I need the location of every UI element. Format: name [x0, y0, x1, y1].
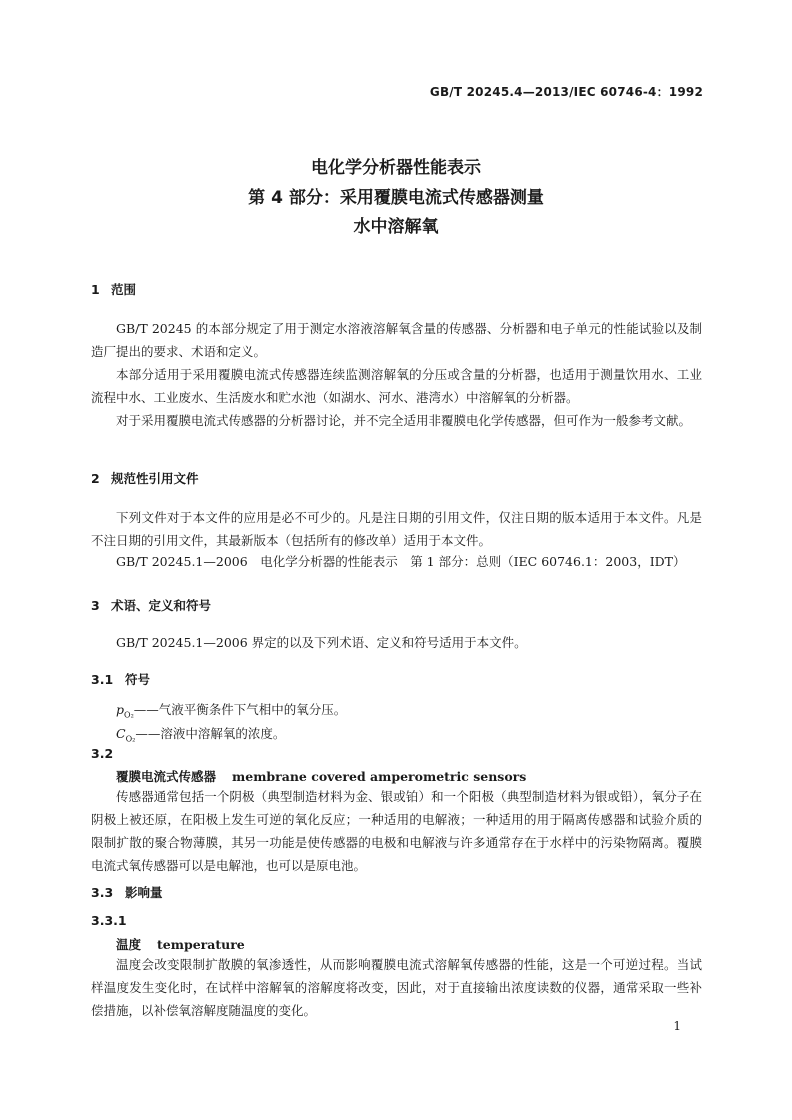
subsection-3-3-1-definition: 温度会改变限制扩散膜的氧渗透性，从而影响覆膜电流式溶解氧传感器的性能，这是一个可逆过程。当试样温度发生变化时，在试样中溶解氧的溶解度将改变，因此，对于直接输出浓度读数的仪器，通常采取一些补偿措施，以补偿氧溶解度随温度的变化。: [91, 957, 702, 1018]
symbol-po2: [116, 700, 346, 720]
doc-title-line2: 第 4 部分：采用覆膜电流式传感器测量: [248, 188, 544, 208]
section-title: 术语、定义和符号: [111, 598, 212, 613]
section-number: 1: [91, 282, 100, 297]
section-1-heading: [91, 280, 136, 298]
section-number: 3: [91, 598, 100, 613]
normative-reference: GB/T 20245.1—2006 电化学分析器的性能表示 第 1 部分：总则（IEC 60746.1：2003，IDT）: [116, 554, 686, 569]
symbol-subscript: O₂: [125, 734, 136, 744]
subsection-number: 3.3: [91, 885, 114, 900]
section-title: 规范性引用文件: [111, 471, 199, 486]
term-english: membrane covered amperometric sensors: [232, 769, 527, 784]
section-2-heading: [91, 469, 199, 487]
term-membrane-sensor: [116, 767, 526, 785]
page-number: 1: [673, 1019, 681, 1033]
section-3-heading: [91, 596, 211, 614]
section-1-paragraph-3: 对于采用覆膜电流式传感器的分析器讨论，并不完全适用非覆膜电化学传感器，但可作为一般参考文献。: [116, 413, 692, 428]
subsection-3-1-heading: [91, 670, 150, 688]
symbol-variable: C: [116, 726, 126, 741]
symbol-co2: [116, 724, 285, 744]
section-1-paragraph-1: GB/T 20245 的本部分规定了用于测定水溶液溶解氧含量的传感器、分析器和电子单元的性能试验以及制造厂提出的要求、术语和定义。: [91, 321, 702, 359]
term-chinese: 覆膜电流式传感器: [116, 769, 217, 784]
section-title: 范围: [111, 282, 137, 297]
subsection-3-2-number: 3.2: [91, 746, 114, 761]
symbol-description: ——溶液中溶解氧的浓度。: [135, 726, 286, 741]
section-number: 2: [91, 471, 100, 486]
term-chinese: 温度: [116, 937, 142, 952]
subsection-3-3-heading: [91, 883, 163, 901]
doc-title-line1: 电化学分析器性能表示: [311, 158, 481, 178]
symbol-variable: p: [116, 702, 125, 717]
section-1-paragraph-2: 本部分适用于采用覆膜电流式传感器连续监测溶解氧的分压或含量的分析器，也适用于测量饮用水、工业流程中水、工业废水、生活废水和贮水池（如湖水、河水、港湾水）中溶解氧的分析器。: [91, 367, 702, 405]
subsection-3-3-1-number: 3.3.1: [91, 913, 127, 928]
doc-title-line3: 水中溶解氧: [353, 217, 439, 237]
subsection-number: 3.1: [91, 672, 114, 687]
term-temperature: [116, 935, 245, 953]
subsection-3-2-definition: 传感器通常包括一个阴极（典型制造材料为金、银或铂）和一个阳极（典型制造材料为银或铅），氧分子在阴极上被还原，在阳极上发生可逆的氧化反应；一种适用的电解液；一种适用的用于隔离传感器和试验介质的限制扩散的聚合物薄膜，其另一功能是使传感器的电极和电解液与许多通常存在于水样中的污染物隔离。覆膜电流式氧传感器可以是电解池，也可以是原电池。: [91, 789, 702, 873]
subsection-title: 影响量: [125, 885, 163, 900]
symbol-subscript: O₂: [124, 710, 134, 720]
section-2-paragraph-1: 下列文件对于本文件的应用是必不可少的。凡是注日期的引用文件，仅注日期的版本适用于本文件。凡是不注日期的引用文件，其最新版本（包括所有的修改单）适用于本文件。: [91, 510, 702, 548]
term-english: temperature: [157, 937, 245, 952]
symbol-description: ——气液平衡条件下气相中的氧分压。: [133, 702, 347, 717]
section-3-paragraph-1: GB/T 20245.1—2006 界定的以及下列术语、定义和符号适用于本文件。: [116, 635, 527, 650]
standard-number-header: GB/T 20245.4—2013/IEC 60746-4：1992: [429, 85, 703, 99]
subsection-title: 符号: [125, 672, 151, 687]
